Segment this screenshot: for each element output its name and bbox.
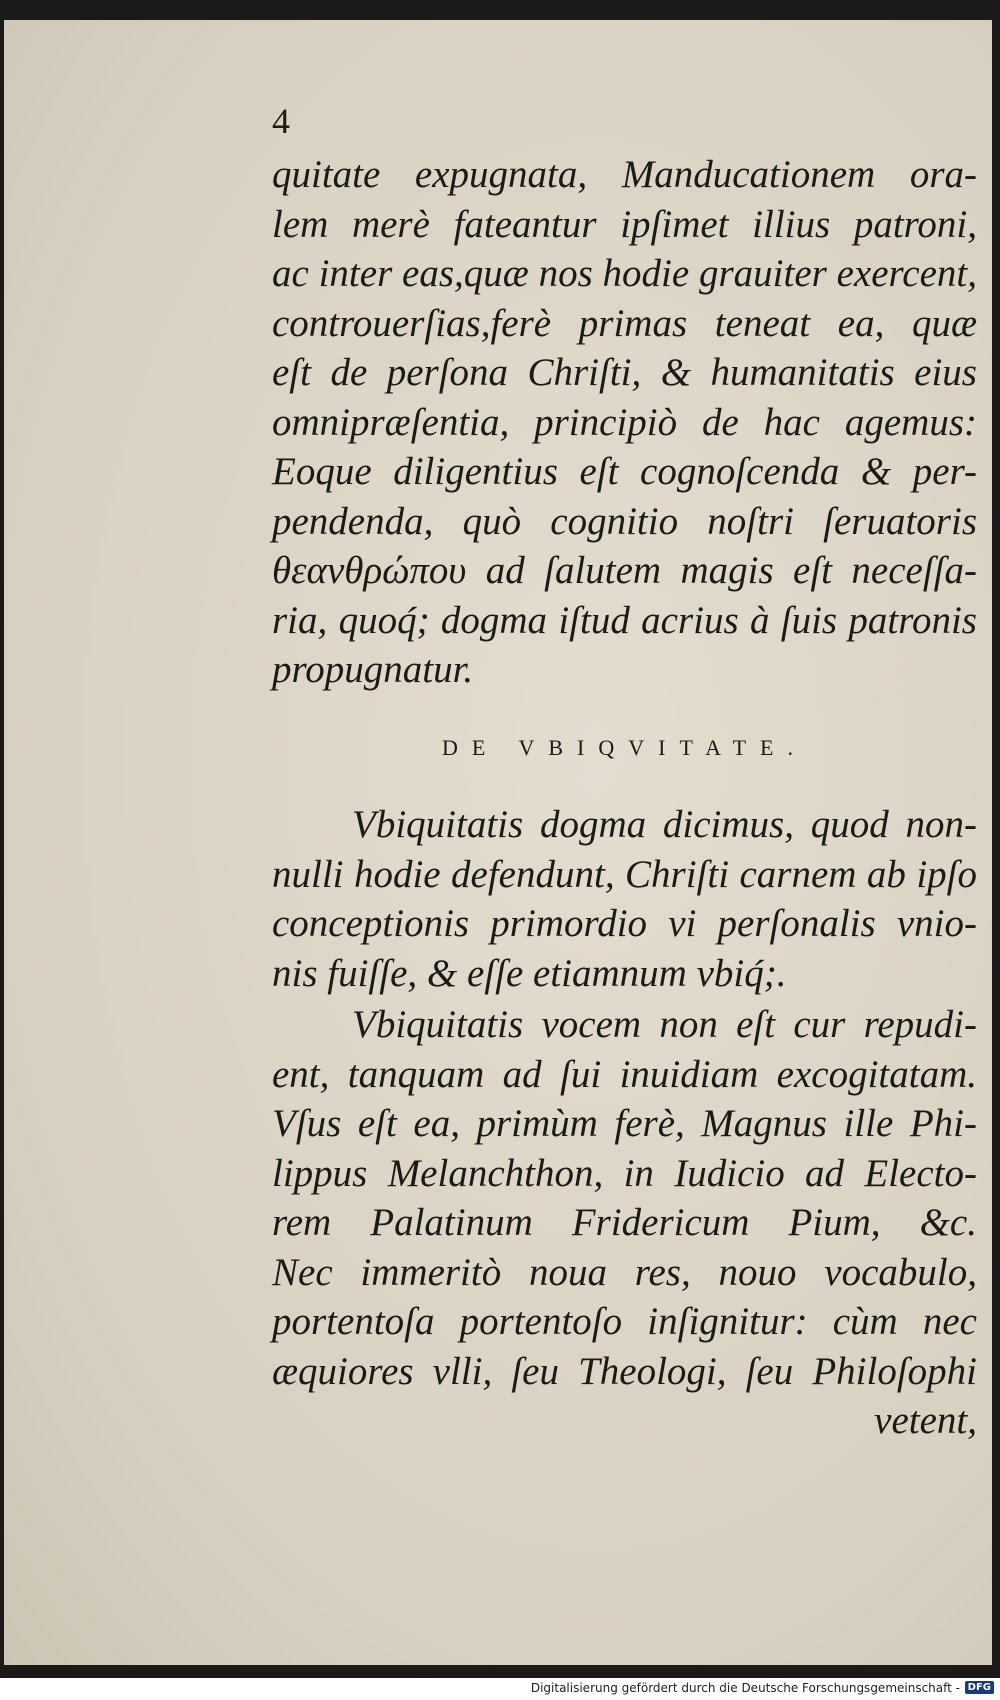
- text-line: Nec immeritò noua res, nouo vocabulo,: [272, 1250, 977, 1294]
- section-heading: DE VBIQVITATE.: [442, 735, 807, 760]
- text-line: θεανθρώπου ad ſalutem magis eſt neceſſa-: [272, 549, 977, 592]
- text-line: Eoque diligentius eſt cognoſcenda & per-: [272, 450, 977, 493]
- text-line: pendenda, quò cognitio noſtri ſeruatoris: [272, 499, 977, 543]
- text-line: æquiores vlli, ſeu Theologi, ſeu Philoſophi: [272, 1349, 977, 1393]
- catchword: vetent,: [874, 1399, 977, 1442]
- text-line: lem merè fateantur ipſimet illius patroni,: [272, 202, 977, 246]
- text-line: Vbiquitatis vocem non eſt cur repudi-: [352, 1003, 977, 1046]
- paragraph-1: [272, 150, 977, 695]
- text-line: controuerſias,ferè primas teneat ea, quæ: [272, 301, 977, 345]
- text-line: ent, tanquam ad ſui inuidiam excogitatam.: [272, 1052, 977, 1096]
- text-line: nulli hodie defendunt, Chriſti carnem ab ipſo: [272, 852, 977, 896]
- dfg-logo: DFG: [965, 1681, 994, 1694]
- text-line: rem Palatinum Fridericum Pium, &c.: [272, 1201, 977, 1244]
- text-line: ria, quoq́; dogma iſtud acrius à ſuis patronis: [272, 598, 977, 642]
- text-line: conceptionis primordio vi perſonalis vnio-: [272, 902, 977, 945]
- paragraph-3: [272, 1000, 977, 1446]
- text-line: quitate expugnata, Manducationem ora-: [272, 153, 977, 196]
- text-line: eſt de perſona Chriſti, & humanitatis eius: [272, 351, 977, 394]
- page-number: 4: [272, 101, 290, 141]
- text-line: lippus Melanchthon, in Iudicio ad Electo-: [272, 1151, 977, 1195]
- text-line: ac inter eas,quæ nos hodie grauiter exercent,: [272, 252, 977, 295]
- text-line: nis fuiſſe, & eſſe etiamnum vbiq́;.: [272, 951, 787, 995]
- text-line: omnipræſentia, principiò de hac agemus:: [272, 400, 977, 444]
- text-line: Vſus eſt ea, primùm ferè, Magnus ille Phi-: [272, 1102, 977, 1145]
- footer-credit: Digitalisierung gefördert durch die Deutsche Forschungsgemeinschaft -: [530, 1681, 960, 1695]
- footer: [0, 1678, 1000, 1700]
- text-line: Vbiquitatis dogma dicimus, quod non-: [352, 803, 977, 846]
- text-line: portentoſa portentoſo inſignitur: cùm nec: [272, 1300, 977, 1343]
- book-page: [4, 20, 992, 1665]
- paragraph-2: [272, 800, 977, 998]
- text-line: propugnatur.: [272, 648, 474, 691]
